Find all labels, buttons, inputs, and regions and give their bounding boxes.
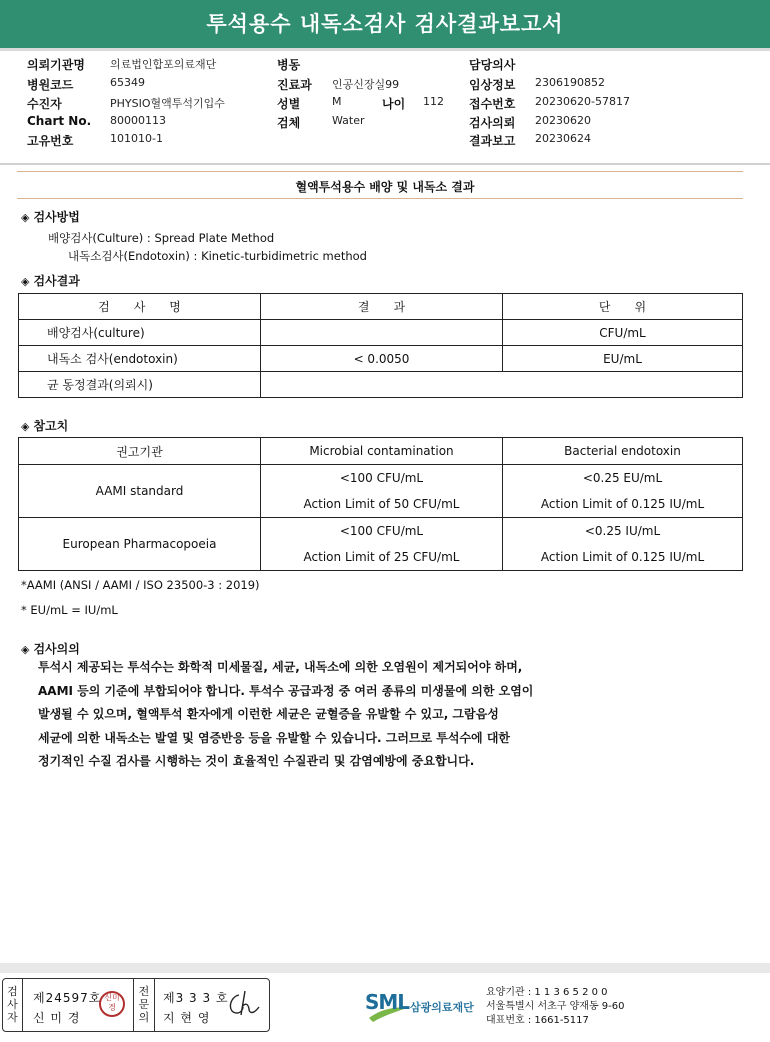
info-label: Chart No. [27, 114, 92, 128]
footer-divider [0, 963, 770, 973]
info-label: 병동 [277, 58, 301, 72]
section-divider-top [17, 171, 743, 172]
header-result: 결 과 [261, 294, 503, 320]
reference-value: Action Limit of 50 CFU/mL [303, 497, 460, 511]
section-title: 혈액투석용수 배양 및 내독소 결과 [295, 180, 475, 194]
info-row [27, 95, 767, 113]
diamond-bullet-icon: ◈ [21, 420, 30, 433]
reference-value: <0.25 EU/mL [582, 471, 663, 485]
table-row [19, 320, 743, 346]
method-heading-text: 검사방법 [33, 210, 80, 224]
reference-header-row [19, 438, 743, 465]
info-value: 의료법인합포의료재단 [110, 58, 217, 71]
report-title: 투석용수 내독소검사 검사결과보고서 [0, 0, 770, 48]
test-unit: EU/mL [503, 346, 743, 372]
signature-box [2, 978, 270, 1032]
examiner-license: 제24597호 [33, 991, 102, 1005]
header-unit: 단 위 [503, 294, 743, 320]
info-value: PHYSIO혈액투석기입수 [110, 97, 225, 110]
address-line: 요양기관 : 1 1 3 6 5 2 0 0 [486, 987, 608, 998]
reference-endotoxin [503, 518, 743, 571]
meaning-line: 발생될 수 있으며, 혈액투석 환자에게 이런한 세균은 균혈증을 유발할 수 있고, 그람음성 [38, 707, 499, 721]
info-label: 성별 [277, 97, 301, 111]
test-name: 내독소 검사(endotoxin) [19, 346, 261, 372]
meaning-line: 투석시 제공되는 투석수는 화학적 미세물질, 세균, 내독소에 의한 오염원이 제거되어야 하며, [38, 660, 523, 674]
reference-microbial [261, 465, 503, 518]
reference-note: * EU/mL = IU/mL [21, 603, 118, 617]
test-result [261, 372, 743, 398]
info-value: Water [332, 114, 365, 127]
reference-note: *AAMI (ANSI / AAMI / ISO 23500-3 : 2019) [21, 578, 260, 592]
examiner-name: 신 미 경 [33, 1011, 81, 1025]
info-row [27, 114, 767, 132]
reviewer-label-text: 전문의 [138, 985, 150, 1024]
results-table [18, 293, 743, 398]
reference-microbial [261, 518, 503, 571]
info-label: 접수번호 [469, 97, 516, 111]
info-value: 80000113 [110, 114, 166, 127]
meaning-line: 세균에 의한 내독소는 발열 및 염증반응 등을 유발할 수 있습니다. 그러므로 투석수에 대한 [38, 730, 511, 745]
info-row [27, 132, 767, 150]
logo-text: SML [365, 990, 410, 1014]
meaning-line: AAMI 등의 기준에 부합되어야 합니다. 투석수 공급과정 중 여러 종류의 미생물에 의한 오염이 [38, 683, 534, 698]
reviewer-name: 지 현 영 [163, 1011, 211, 1025]
age-value: 112 [423, 95, 444, 108]
info-label: 고유번호 [27, 134, 74, 148]
diamond-bullet-icon: ◈ [21, 211, 30, 224]
reference-org: European Pharmacopoeia [19, 518, 261, 571]
test-result: < 0.0050 [261, 346, 503, 372]
results-header-row [19, 294, 743, 320]
info-row [27, 76, 767, 94]
header-microbial: Microbial contamination [261, 438, 503, 465]
reference-heading-text: 참고치 [33, 419, 69, 433]
reference-value: Action Limit of 25 CFU/mL [303, 550, 460, 564]
info-value: 20230620-57817 [535, 95, 630, 108]
reference-value: <100 CFU/mL [339, 524, 424, 538]
test-unit: CFU/mL [503, 320, 743, 346]
reviewer-license: 제3 3 3 호 [163, 991, 229, 1005]
address-line: 서울특별시 서초구 양재동 9-60 [486, 1001, 625, 1012]
info-value: 20230624 [535, 132, 591, 145]
reviewer-label [133, 979, 155, 1031]
info-label: 검체 [277, 116, 301, 130]
info-label: 검사의뢰 [469, 116, 516, 130]
info-label: 병원코드 [27, 78, 74, 92]
info-label: 수진자 [27, 97, 62, 111]
table-row [19, 346, 743, 372]
info-label: 진료과 [277, 78, 312, 92]
title-underline [0, 48, 770, 51]
info-label: 의뢰기관명 [27, 58, 85, 72]
info-value: M [332, 95, 342, 108]
reference-value: Action Limit of 0.125 IU/mL [540, 497, 705, 511]
age-label: 나이 [382, 97, 406, 111]
method-line: 내독소검사(Endotoxin) : Kinetic-turbidimetric method [68, 249, 367, 263]
test-result [261, 320, 503, 346]
test-name: 균 동정결과(의뢰시) [19, 372, 261, 398]
reference-table [18, 437, 743, 571]
info-divider [0, 163, 770, 165]
results-heading-text: 검사결과 [33, 274, 80, 288]
info-value: 20230620 [535, 114, 591, 127]
test-name: 배양검사(culture) [19, 320, 261, 346]
examiner-label-text: 검사자 [7, 985, 18, 1024]
info-value: 65349 [110, 76, 145, 89]
reference-heading [21, 417, 68, 434]
info-label: 담당의사 [469, 58, 516, 72]
header-endotoxin: Bacterial endotoxin [503, 438, 743, 465]
results-heading [21, 272, 80, 289]
reference-value: <0.25 IU/mL [584, 524, 661, 538]
meaning-heading-text: 검사의의 [33, 642, 80, 656]
reference-value: <100 CFU/mL [339, 471, 424, 485]
reference-endotoxin [503, 465, 743, 518]
meaning-line: 정기적인 수질 검사를 시행하는 것이 효율적인 수질관리 및 감염예방에 중요합니다. [38, 754, 475, 768]
info-label: 결과보고 [469, 134, 516, 148]
meaning-paragraph [38, 656, 738, 774]
header-organization: 권고기관 [19, 438, 261, 465]
address-line: 대표번호 : 1661-5117 [486, 1015, 589, 1026]
examiner-seal-icon [99, 991, 125, 1017]
info-value: 101010-1 [110, 132, 163, 145]
info-row [27, 56, 767, 74]
signature-icon [225, 987, 263, 1021]
table-row [19, 465, 743, 518]
lab-address [486, 986, 625, 1028]
reference-org: AAMI standard [19, 465, 261, 518]
seal-text: 신미경 [104, 993, 120, 1012]
info-label: 임상정보 [469, 78, 516, 92]
diamond-bullet-icon: ◈ [21, 275, 30, 288]
info-value: 인공신장실99 [332, 78, 400, 91]
table-row [19, 372, 743, 398]
lab-name: 삼광의료재단 [410, 1001, 474, 1014]
header-test-name: 검 사 명 [19, 294, 261, 320]
meaning-heading [21, 640, 80, 657]
diamond-bullet-icon: ◈ [21, 643, 30, 656]
table-row [19, 518, 743, 571]
method-heading [21, 208, 80, 225]
section-divider-bottom [17, 198, 743, 199]
examiner-label [3, 979, 23, 1031]
lab-logo [365, 988, 485, 1024]
info-value: 2306190852 [535, 76, 605, 89]
reference-value: Action Limit of 0.125 IU/mL [540, 550, 705, 564]
method-line: 배양검사(Culture) : Spread Plate Method [48, 231, 275, 245]
